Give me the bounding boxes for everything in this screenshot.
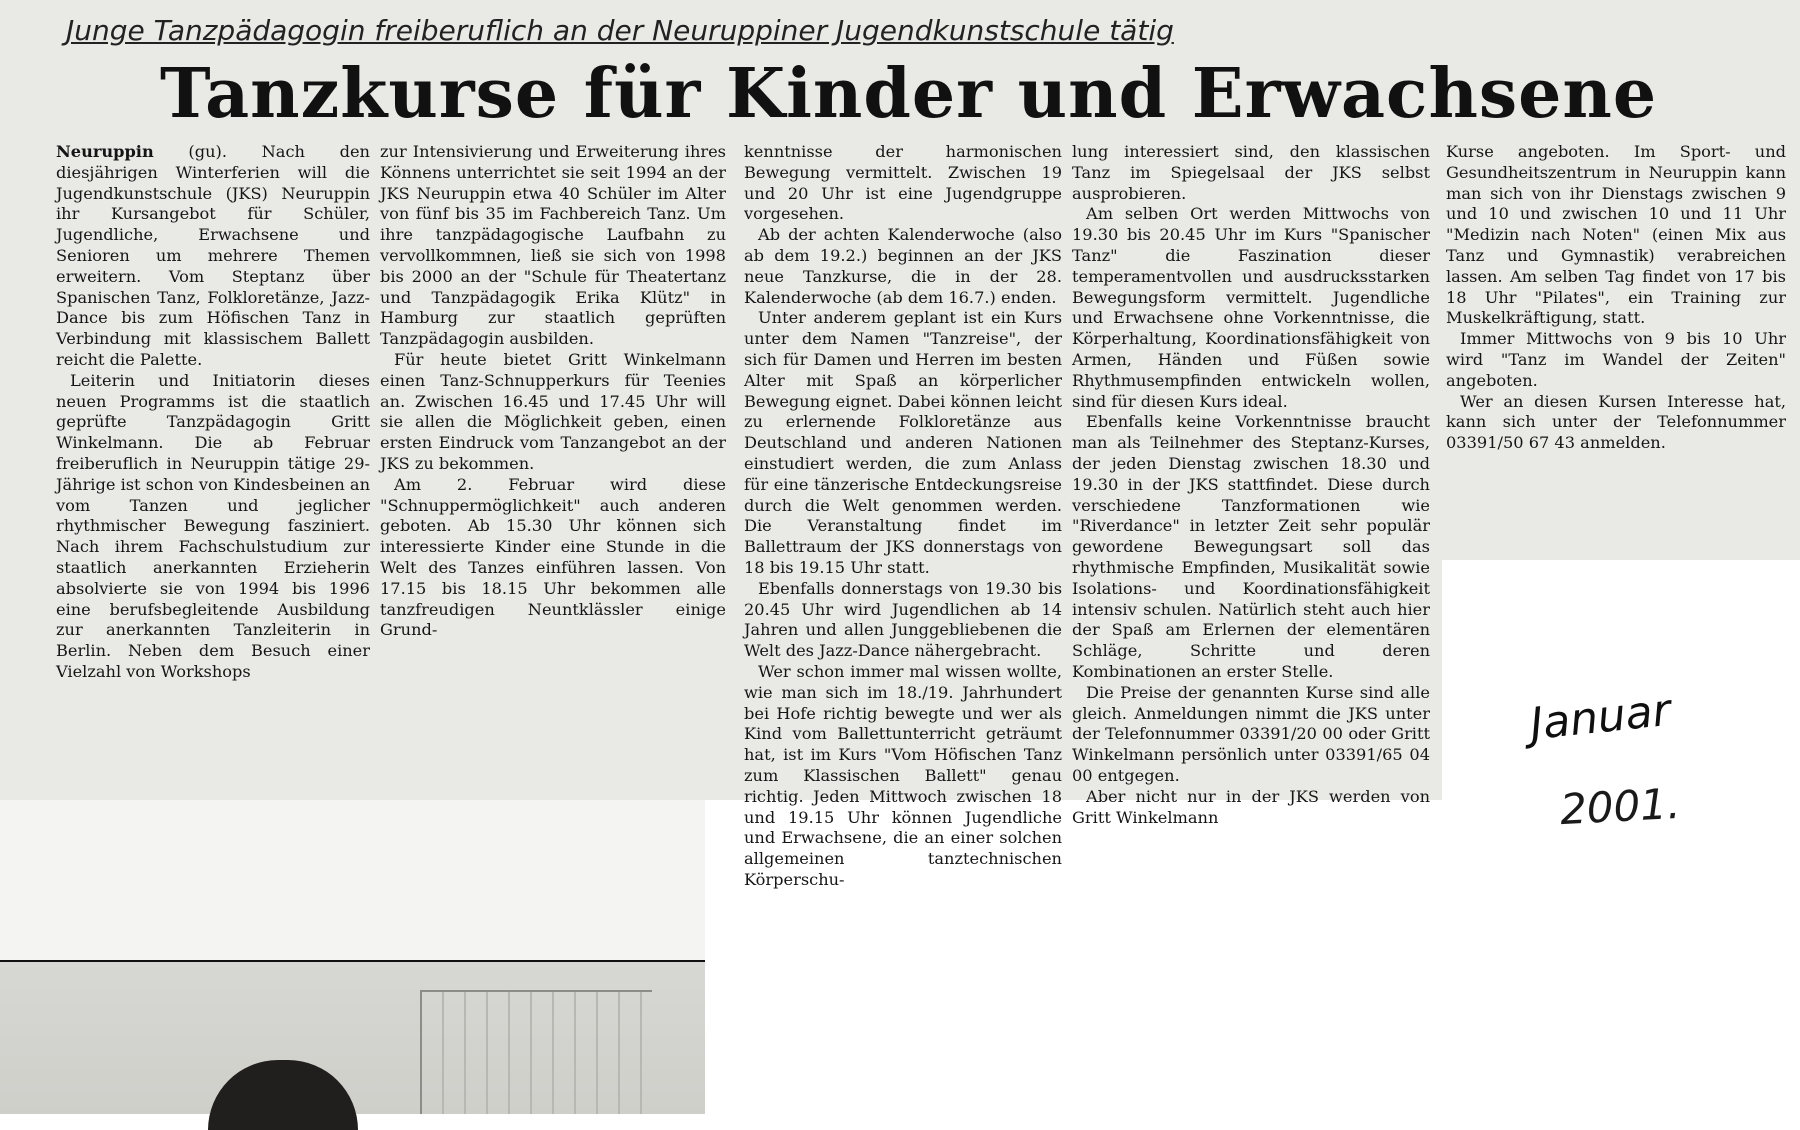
paragraph: Wer schon immer mal wissen wollte, wie man sich im 18./19. Jahrhundert bei Hofe richtig bewegte und wer als Kind vom Ballettunterricht geträumt hat, ist im Kurs "Vom Höfischen Tanz zum Klassischen Ballett" genau richtig. Jeden Mittwoch zwischen 18 und 19.15 Uhr können Jugendliche und Erwachsene, die an einer solchen allgemeinen tanztechnischen Körperschu- [744,661,1062,889]
paragraph: Ab der achten Kalenderwoche (also ab dem 19.2.) beginnen an der JKS neue Tanzkurse, die in der 28. Kalenderwoche (ab dem 16.7.) enden. [744,225,1062,307]
blank-paper-area [1442,560,1800,1112]
column-5 [1446,142,1786,454]
paragraph: Am 2. Februar wird diese "Schnuppermöglichkeit" auch anderen geboten. Ab 15.30 Uhr können sich interessierte Kinder eine Stunde in die Welt des Tanzes einführen lassen. Von 17.15 bis 18.15 Uhr bekommen alle tanzfreudigen Neuntklässler einige Grund- [380,474,726,640]
paragraph: Unter anderem geplant ist ein Kurs unter dem Namen "Tanzreise", der sich für Damen und Herren im besten Alter mit Spaß an körperlicher Bewegung eignet. Dabei können leicht zu erlernende Folkloretänze aus Deutschland und anderen Nationen einstudiert werden, die zum Anlass für eine tänzerische Entdeckungsreise durch die Welt genommen werden. Die Veranstaltung findet im Ballettraum der JKS donnerstags von 18 bis 19.15 Uhr statt. [744,308,1062,577]
paragraph: lung interessiert sind, den klassischen Tanz im Spiegelsaal der JKS selbst ausprobieren. [1072,142,1430,203]
paragraph: Leiterin und Initiatorin dieses neuen Programms ist die staatlich geprüfte Tanzpädagogin Gritt Winkelmann. Die ab Februar freiberuflich in Neuruppin tätige 29-Jährige ist schon von Kindesbeinen an vom Tanzen und jeglicher rhythmischer Bewegung fasziniert. Nach ihrem Fachschulstudium zur staatlich anerkannten Erzieherin absolvierte sie von 1994 bis 1996 eine berufsbegleitende Ausbildung zur anerkannten Tanzleiterin in Berlin. Neben dem Besuch einer Vielzahl von Workshops [56,370,370,681]
paragraph: Ebenfalls donnerstags von 19.30 bis 20.45 Uhr wird Jugendlichen ab 14 Jahren und allen Junggebliebenen die Welt des Jazz-Dance nähergebracht. [744,578,1062,661]
paragraph: Aber nicht nur in der JKS werden von Gritt Winkelmann [1072,786,1430,827]
column-1 [56,142,370,683]
article-subtitle: Junge Tanzpädagogin freiberuflich an der Neuruppiner Jugendkunstschule tätig [66,14,1174,47]
paragraph: Die Preise der genannten Kurse sind alle gleich. Anmeldungen nimmt die JKS unter der Telefonnummer 03391/20 00 oder Gritt Winkelmann persönlich unter 03391/65 04 00 entgegen. [1072,682,1430,785]
paragraph: Am selben Ort werden Mittwochs von 19.30 bis 20.45 Uhr im Kurs "Spanischer Tanz" die Faszination dieser temperamentvollen und ausdrucksstarken Bewegungsform vermittelt. Jugendliche und Erwachsene ohne Vorkenntnisse, die Körperhaltung, Koordinationsfähigkeit von Armen, Händen und Füßen sowie Rhythmusempfinden entwickeln wollen, sind für diesen Kurs ideal. [1072,204,1430,411]
handwritten-month: Januar [1527,684,1673,751]
handwritten-year: 2001. [1558,778,1682,835]
paragraph: Kurse angeboten. Im Sport- und Gesundheitszentrum in Neuruppin kann man sich von ihr Dienstags zwischen 9 und 10 und zwischen 10 und 11 Uhr "Medizin nach Noten" (einen Mix aus Tanz und Gymnastik) verabreichen lassen. Am selben Tag findet von 17 bis 18 Uhr "Pilates", ein Training zur Muskelkräftigung, statt. [1446,142,1786,328]
photo-window [420,990,652,1114]
paragraph: Ebenfalls keine Vorkenntnisse braucht man als Teilnehmer des Steptanz-Kurses, der jeden Dienstag zwischen 18.30 und 19.30 in der JKS stattfindet. Diese durch verschiedene Tanzformationen wie "Riverdance" in letzter Zeit sehr populär gewordene Bewegungsart soll das rhythmische Empfinden, Musikalität sowie Isolations- und Koordinationsfähigkeit intensiv schulen. Natürlich steht auch hier der Spaß am Erlernen der elementären Schläge, Schritte und deren Kombinationen an erster Stelle. [1072,412,1430,681]
margin-area [0,800,705,960]
paragraph: Für heute bietet Gritt Winkelmann einen Tanz-Schnupperkurs für Teenies an. Zwischen 16.45 und 17.45 Uhr will sie allen die Möglichkeit geben, einen ersten Eindruck vom Tanzangebot an der JKS zu bekommen. [380,349,726,473]
column-2 [380,142,726,641]
paragraph: zur Intensivierung und Erweiterung ihres Könnens unterrichtet sie seit 1994 an der JKS Neuruppin etwa 40 Schüler im Alter von fünf bis 35 im Fachbereich Tanz. Um ihre tanzpädagogische Laufbahn zu vervollkommnen, ließ sie sich von 1998 bis 2000 an der "Schule für Theatertanz und Tanzpädagogik Erika Klütz" in Hamburg zur staatlich geprüften Tanzpädagogin ausbilden. [380,142,726,349]
article-headline: Tanzkurse für Kinder und Erwachsene [160,54,1658,134]
column-3 [744,142,1062,891]
paragraph: Wer an diesen Kursen Interesse hat, kann sich unter der Telefonnummer 03391/50 67 43 anmelden. [1446,391,1786,453]
paragraph: Immer Mittwochs von 9 bis 10 Uhr wird "Tanz im Wandel der Zeiten" angeboten. [1446,329,1786,390]
paragraph: kenntnisse der harmonischen Bewegung vermittelt. Zwischen 19 und 20 Uhr ist eine Jugendgruppe vorgesehen. [744,142,1062,224]
dateline: Neuruppin [56,142,154,161]
paragraph: (gu). Nach den diesjährigen Winterferien will die Jugendkunstschule (JKS) Neuruppin ihr Kursangebot für Schüler, Jugendliche, Erwachsene und Senioren um mehrere Themen erweitern. Vom Steptanz über Spanischen Tanz, Folkloretänze, Jazz-Dance bis zum Höfischen Tanz in Verbindung mit klassischem Ballett reicht die Palette. [56,142,370,369]
column-4 [1072,142,1430,828]
